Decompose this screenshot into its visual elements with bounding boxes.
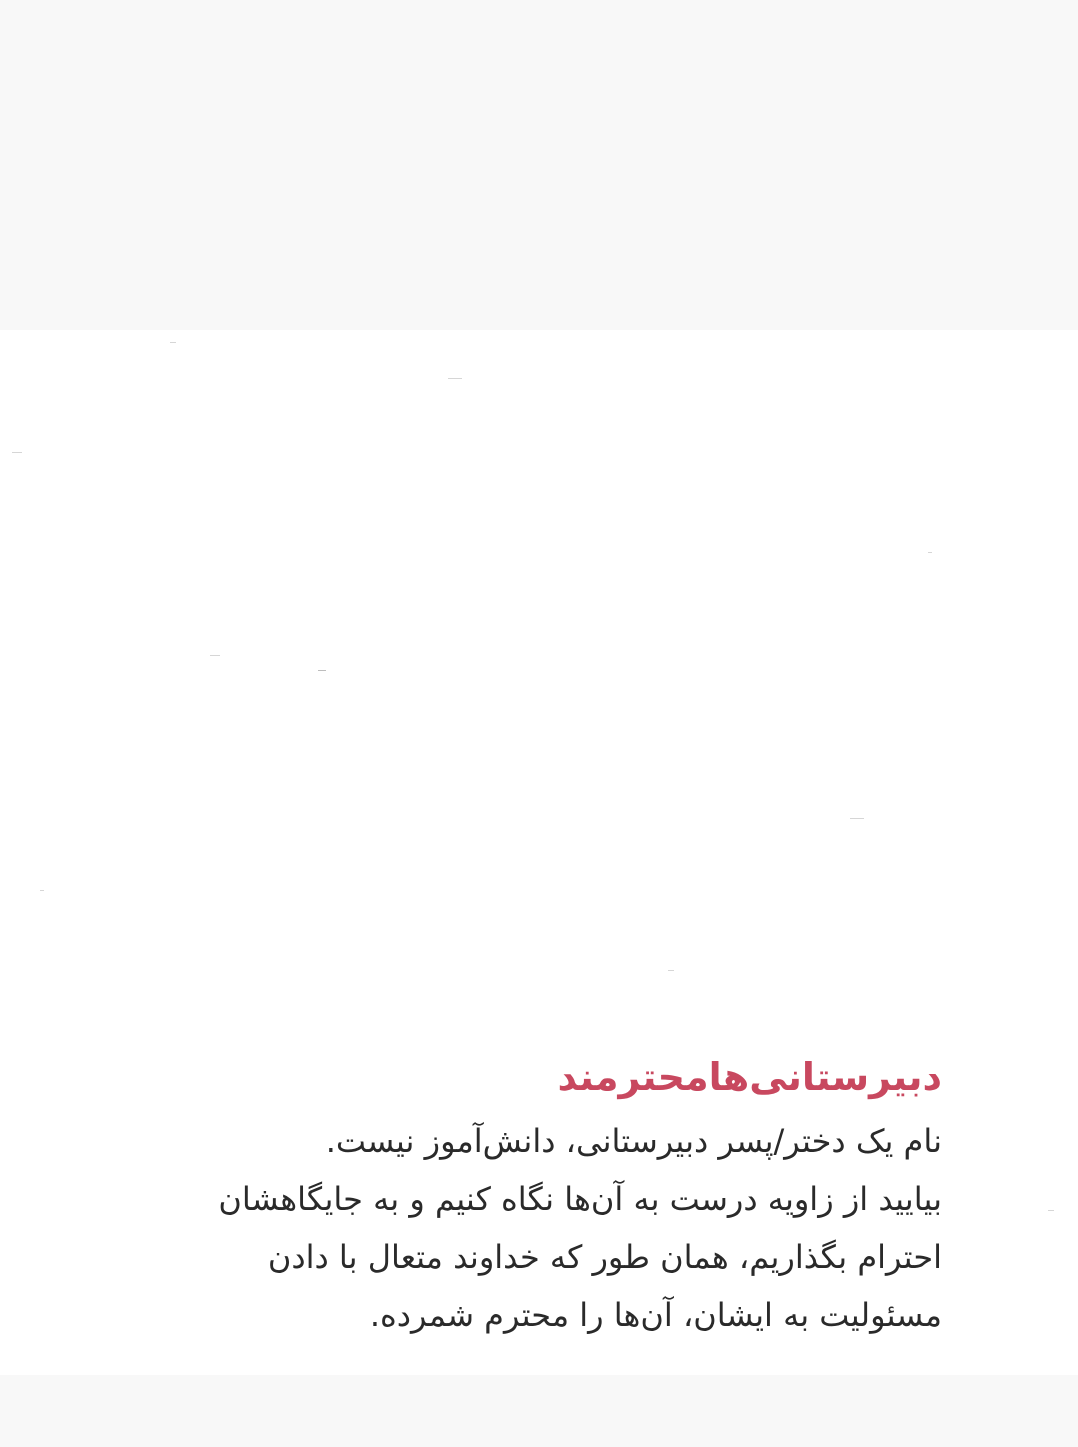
paper-speck (40, 890, 44, 891)
article-body-line: احترام بگذاریم، همان طور که خداوند متعال با دادن (267, 1238, 942, 1276)
article-text-block (142, 1048, 942, 1344)
paper-speck (448, 378, 462, 379)
top-blank-area (0, 0, 1078, 330)
paper-speck (170, 342, 176, 343)
article-body-line: بیایید از زاویه درست به آن‌ها نگاه کنیم و به جایگاهشان (218, 1180, 942, 1218)
article-title: دبیرستانی‌هامحترمند (557, 1055, 942, 1099)
paper-speck (12, 452, 22, 453)
article-body-line: نام یک دختر/پسر دبیرستانی، دانش‌آموز نیست. (325, 1122, 942, 1160)
article-body-line: مسئولیت به ایشان، آن‌ها را محترم شمرده. (369, 1296, 942, 1334)
paper-speck (928, 552, 932, 553)
paper-speck (210, 655, 220, 656)
bottom-blank-area (0, 1375, 1078, 1447)
paper-speck (668, 970, 674, 971)
paper-speck (1048, 1210, 1054, 1211)
paper-speck (318, 670, 326, 671)
paper-speck (850, 818, 864, 819)
